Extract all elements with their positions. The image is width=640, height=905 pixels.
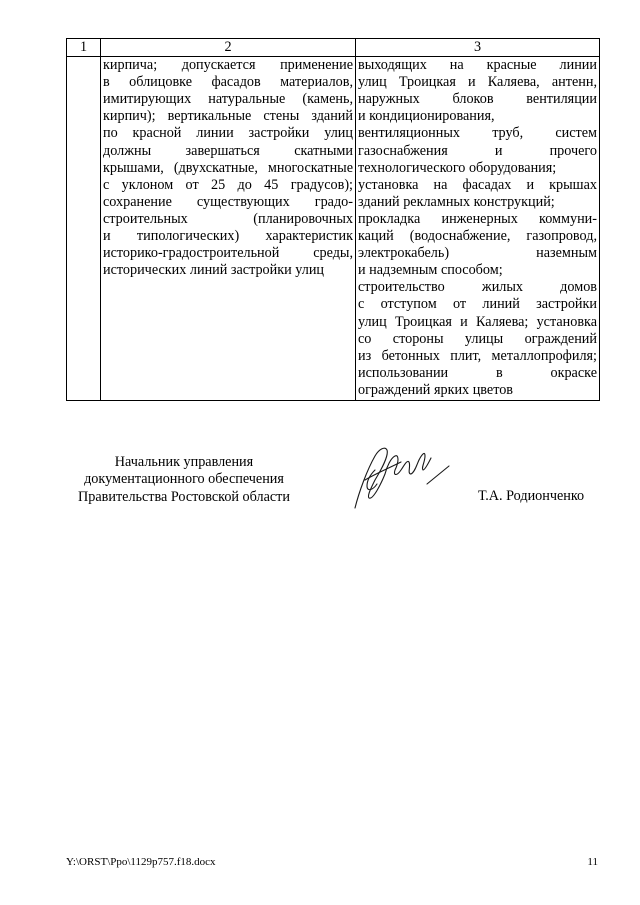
text-line: сохранение существующих градо- [103, 193, 353, 210]
text-line: выходящих на красные линии [358, 57, 597, 74]
text-line: улиц Троицкая и Каляева; установка [358, 313, 597, 330]
text-line: зданий рекламных конструкций; [358, 193, 555, 210]
text-line: по красной линии застройки улиц [103, 125, 353, 142]
text-line: со стороны улицы ограждений [358, 330, 597, 347]
table-header-cell: 2 [101, 39, 356, 57]
signatory-title-line: документационного обеспечения [84, 471, 284, 488]
text-line: и типологических) характеристик [103, 228, 353, 245]
text-line: должны завершаться скатными [103, 142, 353, 159]
text-line: улиц Троицкая и Каляева, антенн, [358, 74, 597, 91]
text-line: в облицовке фасадов материалов, [103, 74, 353, 91]
text-line: каций (водоснабжение, газопровод, [358, 228, 597, 245]
text-line: установка на фасадах и крышах [358, 176, 597, 193]
table-header-row [67, 39, 600, 57]
text-line: из бетонных плит, металлопрофиля; [358, 347, 597, 364]
signatory-title-line: Начальник управления [114, 454, 254, 470]
handwritten-signature [345, 440, 453, 514]
table-header-cell: 1 [67, 39, 101, 57]
text-line: строительных (планировочных [103, 210, 353, 227]
text-line: крышами, (двухскатные, многоскатные [103, 159, 353, 176]
text-line: технологического оборудования; [358, 159, 557, 176]
content-table [66, 38, 600, 401]
text-line: с отступом от линий застройки [358, 296, 597, 313]
table-row [67, 57, 600, 401]
text-line: кирпича; допускается применение [103, 57, 353, 74]
signatory-title-line: Правительства Ростовской области [78, 488, 290, 505]
table-cell-col3 [356, 57, 600, 401]
text-line: газоснабжения и прочего [358, 142, 597, 159]
text-line: использовании в окраске [358, 364, 597, 381]
text-line: с уклоном от 25 до 45 градусов); [103, 176, 353, 193]
signatory-title [66, 454, 302, 506]
text-line: наружных блоков вентиляции [358, 91, 597, 108]
file-path: Y:\ORST\Ppo\1129p757.f18.docx [66, 856, 216, 868]
text-line: ограждений ярких цветов [358, 381, 514, 398]
text-line: имитирующих натуральные (камень, [103, 91, 353, 108]
text-line: строительство жилых домов [358, 279, 597, 296]
text-line: и кондиционирования, [358, 108, 495, 125]
text-line: историко-градостроительной среды, [103, 245, 353, 262]
text-line: прокладка инженерных коммуни- [358, 210, 597, 227]
table-cell-col1 [67, 57, 101, 401]
page-number: 11 [587, 856, 598, 868]
text-line: и надземным способом; [358, 262, 503, 279]
table-header-cell: 3 [356, 39, 600, 57]
table-cell-col2 [101, 57, 356, 401]
text-line: кирпич); вертикальные стены зданий [103, 108, 353, 125]
text-line: исторических линий застройки улиц [103, 262, 325, 279]
signatory-name: Т.А. Родионченко [478, 488, 585, 504]
text-line: вентиляционных труб, систем [358, 125, 597, 142]
text-line: электрокабель) наземным [358, 245, 597, 262]
